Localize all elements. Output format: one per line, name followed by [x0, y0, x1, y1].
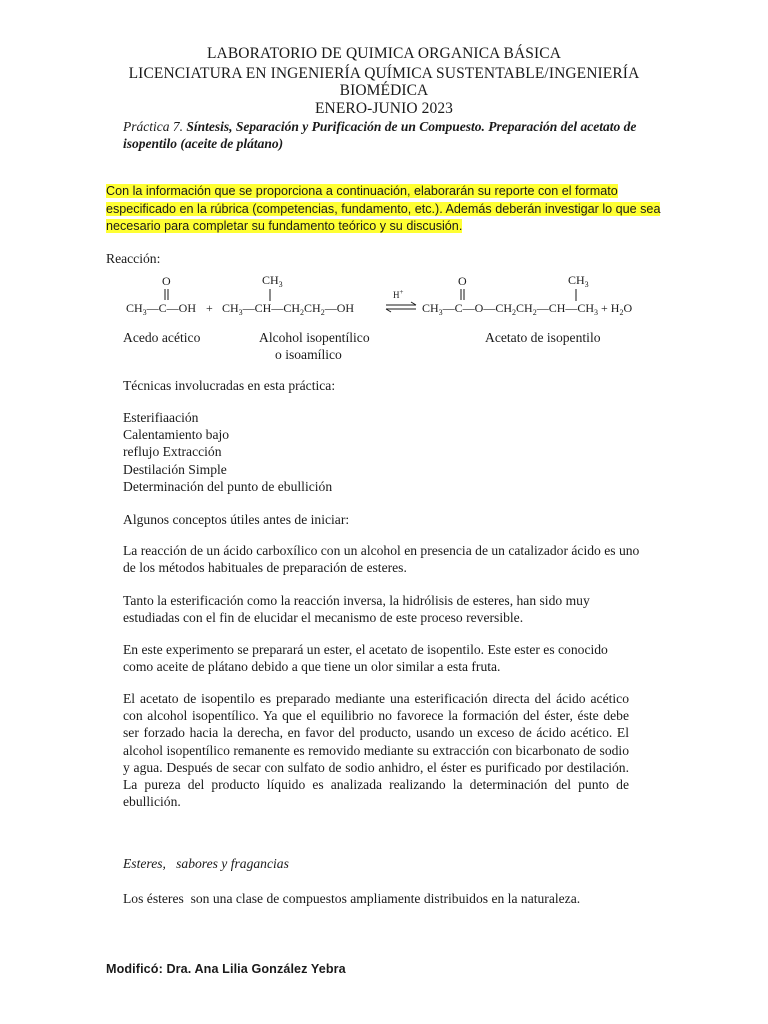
technique-item: Calentamiento bajo: [123, 427, 230, 443]
techniques-list: [123, 409, 332, 495]
water-plus-h: + H: [601, 301, 620, 315]
water-o: O: [623, 301, 633, 315]
practice-title-text: Síntesis, Separación y Purificación de un Compuesto. Preparación del acetato de isopentilo (aceite de plátano): [123, 119, 637, 151]
header-line-4: ENERO-JUNIO 2023: [314, 100, 454, 117]
technique-item: Destilación Simple: [123, 461, 227, 477]
reaction-scheme: [120, 268, 680, 324]
alcohol-branch-sub3: 3: [278, 280, 283, 289]
concepts-heading: Algunos conceptos útiles antes de iniciar:: [123, 512, 350, 527]
technique-item: Esterifiaación: [123, 410, 199, 425]
acid-oxygen: O: [162, 274, 171, 288]
acid-name: Acedo acético: [123, 330, 201, 345]
section-heading: Esteres, sabores y fragancias: [123, 856, 289, 871]
header-line-3: BIOMÉDICA: [339, 82, 429, 99]
instruction-note: [106, 183, 666, 236]
ester-ch3: CH: [422, 301, 439, 315]
acid-sub3: 3: [142, 308, 147, 317]
plus-1: +: [206, 301, 213, 315]
ester-branch-sub3: 3: [584, 280, 589, 289]
ester-branch-methyl: [568, 273, 589, 289]
ester-branch-ch: CH: [568, 273, 585, 287]
alcohol-branch-ch: CH: [262, 273, 279, 287]
catalyst: [393, 288, 404, 300]
instruction-note-text: Con la información que se proporciona a continuación, elaborarán su reporte con el formato especificado en la rúbrica (competencias, fundamento, etc.). Además deberán investigar lo que sea necesario para completar su fundamento teórico y su discusión.: [106, 184, 661, 233]
catalyst-plus: +: [399, 288, 404, 296]
header-line-1: LABORATORIO DE QUIMICA ORGANICA BÁSICA: [206, 45, 561, 62]
techniques-heading: Técnicas involucradas en esta práctica:: [123, 378, 336, 393]
footer-author: Modificó: Dra. Ana Lilia González Yebra: [106, 962, 346, 976]
acid-formula: [126, 301, 196, 317]
section-paragraph-1: Los ésteres son una clase de compuestos ampliamente distribuidos en la naturaleza.: [123, 891, 581, 906]
alcohol-frag1: —CH—CH: [242, 301, 301, 315]
alcohol-frag3: —OH: [324, 301, 355, 315]
ester-formula: [422, 301, 632, 317]
header-line-2: LICENCIATURA EN INGENIERÍA QUÍMICA SUSTENTABLE/INGENIERÍA: [128, 65, 640, 82]
reaction-label: Reacción:: [106, 251, 161, 266]
alcohol-name-1: Alcohol isopentílico: [259, 330, 370, 345]
concept-paragraph-1: La reacción de un ácido carboxílico con un alcohol en presencia de un catalizador ácido es uno de los métodos habituales de preparación de esteres.: [123, 543, 640, 576]
concept-paragraph-3: En este experimento se preparará un ester, el acetato de isopentilo. Este ester es conocido como aceite de plátano debido a que tiene un olor similar a esta fruta.: [123, 642, 608, 675]
alcohol-sub3: 3: [238, 308, 243, 317]
acid-ch: CH: [126, 301, 143, 315]
water-sub2: 2: [619, 308, 624, 317]
ester-sub3: 3: [438, 308, 443, 317]
ester-frag2: CH: [516, 301, 533, 315]
ester-sub2a: 2: [512, 308, 517, 317]
alcohol-sub2b: 2: [320, 308, 325, 317]
technique-item: Determinación del punto de ebullición: [123, 478, 333, 494]
ester-frag1: —C—O—CH: [442, 301, 513, 315]
ester-sub3b: 3: [594, 308, 599, 317]
alcohol-name-2: o isoamílico: [275, 347, 342, 362]
catalyst-h: H: [393, 290, 400, 300]
alcohol-branch-methyl: [262, 273, 283, 289]
ester-sub2b: 2: [532, 308, 537, 317]
alcohol-frag2: CH: [304, 301, 321, 315]
concept-paragraph-2: Tanto la esterificación como la reacción inversa, la hidrólisis de esteres, han sido muy estudiadas con el fin de elucidar el mecanismo de este proceso reversible.: [123, 593, 590, 626]
ester-name: Acetato de isopentilo: [485, 330, 601, 345]
practice-title: [123, 118, 653, 152]
concept-paragraph-4: El acetato de isopentilo es preparado mediante una esterificación directa del ácido acético con alcohol isopentílico. Ya que el equilibrio no favorece la formación del éster, éste debe ser forzado hacia la derecha, en favor del producto, usando un exceso de ácido acético. El alcohol isopentílico remanente es removido mediante su extracción con bicarbonato de sodio y agua. Después de secar con sulfato de sodio anhidro, el éster es purificado por destilación. La pureza del producto líquido es analizada realizando la determinación del punto de ebullición.: [123, 691, 629, 810]
acid-frag: —C—OH: [146, 301, 197, 315]
alcohol-ch3: CH: [222, 301, 239, 315]
technique-item: reflujo Extracción: [123, 444, 222, 460]
ester-frag3: —CH—CH: [536, 301, 595, 315]
ester-oxygen: O: [458, 274, 467, 288]
alcohol-sub2a: 2: [300, 308, 305, 317]
practice-label: Práctica 7.: [123, 119, 183, 134]
alcohol-formula: [222, 301, 354, 317]
